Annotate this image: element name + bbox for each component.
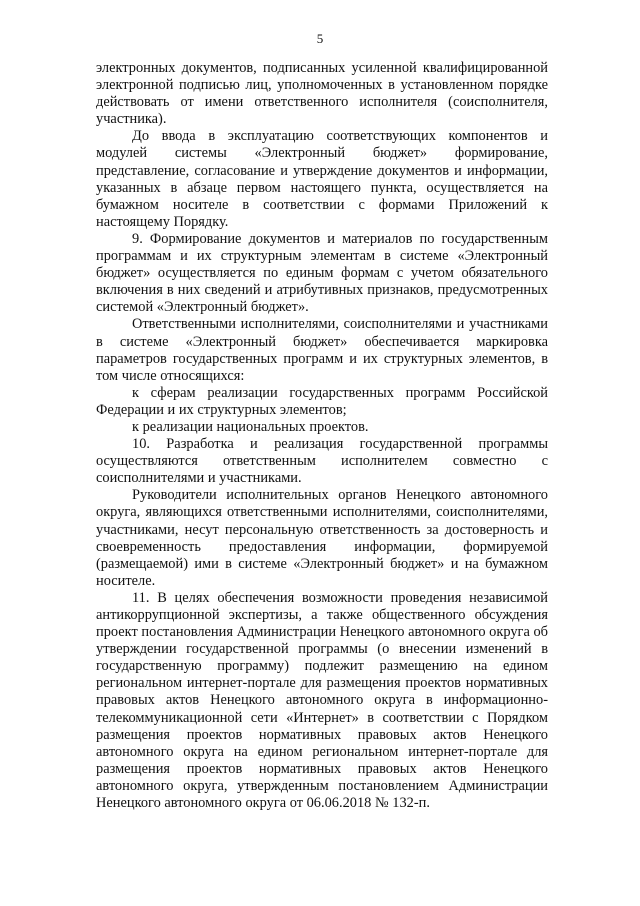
paragraph-before-commissioning: До ввода в эксплуатацию соответствующих компонентов и модулей системы «Электронный бюджет» формирование, представление, согласование и утверждение документов и информации, указанных в абзаце первом настоящего пункта, осуществляется на бумажном носителе в соответствии с формами Приложений к настоящему Порядку. — [96, 128, 548, 230]
paragraph-responsibility: Руководители исполнительных органов Ненецкого автономного округа, являющихся ответственными исполнителями, соисполнителями, участниками, несут персональную ответственность за достоверность и своевременность предоставления информации, формируемой (размещаемой) ими в системе «Электронный бюджет» и на бумажном носителе. — [96, 487, 548, 589]
paragraph-continuation: электронных документов, подписанных усиленной квалифицированной электронной подписью лиц, уполномоченных в установленном порядке действовать от имени ответственного исполнителя (соисполнителя, участника). — [96, 60, 548, 128]
paragraph-list-national-projects: к реализации национальных проектов. — [132, 418, 369, 435]
paragraph-marking: Ответственными исполнителями, соисполнителями и участниками в системе «Электронный бюджет» обеспечивается маркировка параметров государственных программ и их структурных элементов, в том числе относящихся: — [96, 316, 548, 384]
document-body — [96, 60, 548, 812]
paragraph-item-10: 10. Разработка и реализация государственной программы осуществляются ответственным исполнителем совместно с соисполнителями и участниками. — [96, 436, 548, 487]
paragraph-item-11: 11. В целях обеспечения возможности проведения независимой антикоррупционной экспертизы, а также общественного обсуждения проект постановления Администрации Ненецкого автономного округа об утверждении государственной программы (о внесении изменений в государственную программу) подлежит размещению на едином региональном интернет-портале для размещения проектов нормативных правовых актов Ненецкого автономного округа в информационно-телекоммуникационной сети «Интернет» в соответствии с Порядком размещения проектов нормативных правовых актов Ненецкого автономного округа на едином региональном интернет-портале для размещения проектов нормативных правовых актов Ненецкого автономного округа, утвержденным постановлением Администрации Ненецкого автономного округа от 06.06.2018 № 132-п. — [96, 589, 548, 812]
paragraph-list-spheres: к сферам реализации государственных программ Российской Федерации и их структурных элементов; — [96, 384, 548, 418]
page-number: 5 — [316, 31, 324, 46]
paragraph-item-9: 9. Формирование документов и материалов по государственным программам и их структурным элементам в системе «Электронный бюджет» осуществляется по единым формам с учетом обязательного включения в них сведений и атрибутивных признаков, предусмотренных системой «Электронный бюджет». — [96, 230, 548, 316]
